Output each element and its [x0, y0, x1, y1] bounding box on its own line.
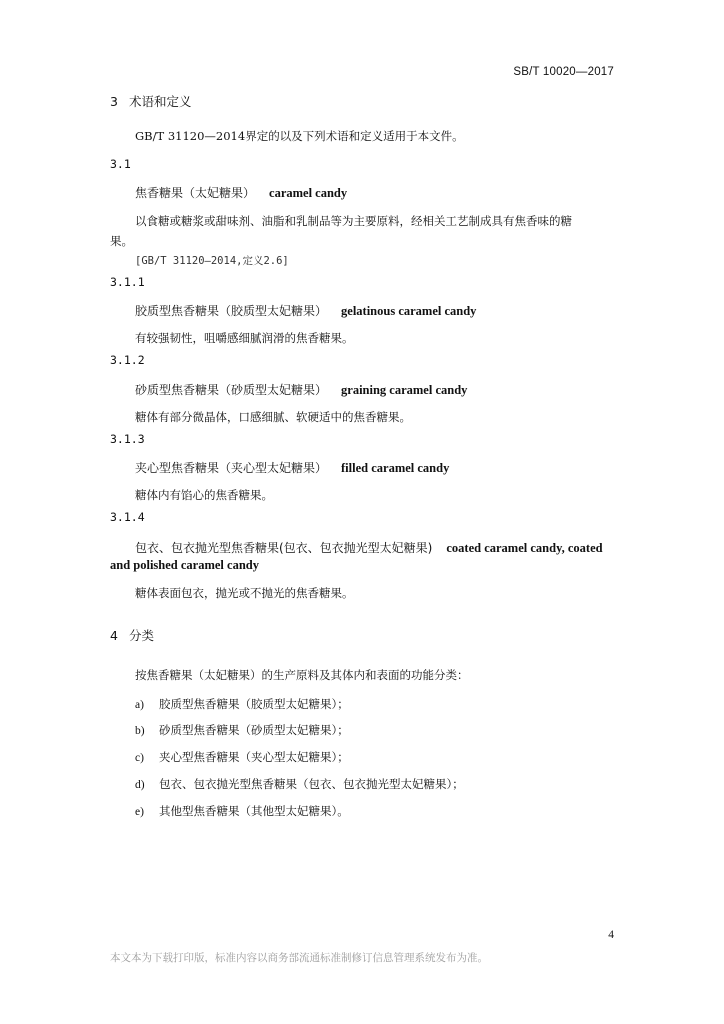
term-3-1-4-en-cont: and polished caramel candy [110, 558, 259, 572]
term-3-1-4-title [135, 539, 603, 556]
term-3-1-1-definition: 有较强韧性，咀嚼感细腻润滑的焦香糖果。 [135, 331, 354, 345]
term-3-1-3-definition: 糖体内有馅心的焦香糖果。 [135, 488, 273, 502]
term-3-1-4-zh: 包衣、包衣抛光型焦香糖果(包衣、包衣抛光型太妃糖果) [135, 541, 433, 555]
section-3-intro: GB/T 31120—2014界定的以及下列术语和定义适用于本文件。 [135, 129, 464, 143]
term-3-1-en: caramel candy [269, 186, 348, 200]
list-item [135, 696, 349, 712]
list-item [135, 776, 464, 792]
term-3-1-number: 3.1 [110, 157, 131, 171]
term-3-1-2-definition: 糖体有部分微晶体，口感细腻、软硬适中的焦香糖果。 [135, 410, 411, 424]
term-3-1-definition-line1: 以食糖或糖浆或甜味剂、油脂和乳制品等为主要原料，经相关工艺制成具有焦香味的糖 [135, 214, 572, 228]
term-3-1-2-number: 3.1.2 [110, 353, 145, 367]
list-item-letter: a) [135, 699, 144, 711]
section-4-number: 4 [110, 628, 118, 643]
term-3-1-2-zh: 砂质型焦香糖果（砂质型太妃糖果） [135, 383, 328, 397]
term-3-1-title [135, 184, 347, 201]
term-3-1-2-en: graining caramel candy [341, 383, 468, 397]
section-3-title: 术语和定义 [129, 94, 192, 109]
term-3-1-3-title [135, 459, 449, 476]
term-3-1-4-number: 3.1.4 [110, 510, 145, 524]
standard-code: SB/T 10020—2017 [513, 66, 614, 78]
term-3-1-definition-line2: 果。 [110, 234, 133, 248]
term-3-1-3-zh: 夹心型焦香糖果（夹心型太妃糖果） [135, 461, 328, 475]
section-3-number: 3 [110, 94, 118, 109]
section-4-heading [110, 626, 154, 644]
section-4-title: 分类 [129, 628, 155, 643]
term-3-1-2-title [135, 381, 467, 398]
list-item-letter: d) [135, 779, 145, 791]
list-item [135, 749, 349, 765]
list-item [135, 803, 349, 819]
term-3-1-4-en: coated caramel candy, coated [446, 541, 603, 555]
term-3-1-3-number: 3.1.3 [110, 432, 145, 446]
list-item-text: 夹心型焦香糖果（夹心型太妃糖果）； [159, 750, 349, 764]
list-item-text: 包衣、包衣抛光型焦香糖果（包衣、包衣抛光型太妃糖果）； [159, 777, 464, 791]
footer-notice: 本文本为下载打印版，标准内容以商务部流通标准制修订信息管理系统发布为准。 [110, 952, 488, 964]
list-item-letter: e) [135, 806, 144, 818]
term-3-1-1-number: 3.1.1 [110, 275, 145, 289]
section-3-heading [110, 92, 192, 110]
term-3-1-1-zh: 胶质型焦香糖果（胶质型太妃糖果） [135, 304, 328, 318]
list-item [135, 722, 349, 738]
term-3-1-source: [GB/T 31120—2014,定义2.6] [135, 255, 289, 267]
term-3-1-4-definition: 糖体表面包衣，抛光或不抛光的焦香糖果。 [135, 586, 354, 600]
list-item-text: 其他型焦香糖果（其他型太妃糖果）。 [159, 804, 349, 818]
term-3-1-1-en: gelatinous caramel candy [341, 304, 477, 318]
section-4-intro: 按焦香糖果（太妃糖果）的生产原料及其体内和表面的功能分类： [135, 668, 469, 682]
term-3-1-zh: 焦香糖果（太妃糖果） [135, 186, 256, 200]
list-item-letter: c) [135, 752, 144, 764]
term-3-1-1-title [135, 302, 476, 319]
list-item-text: 砂质型焦香糖果（砂质型太妃糖果）； [159, 723, 349, 737]
term-3-1-3-en: filled caramel candy [341, 461, 450, 475]
list-item-letter: b) [135, 725, 145, 737]
list-item-text: 胶质型焦香糖果（胶质型太妃糖果）； [159, 697, 349, 711]
page-number: 4 [608, 929, 614, 941]
